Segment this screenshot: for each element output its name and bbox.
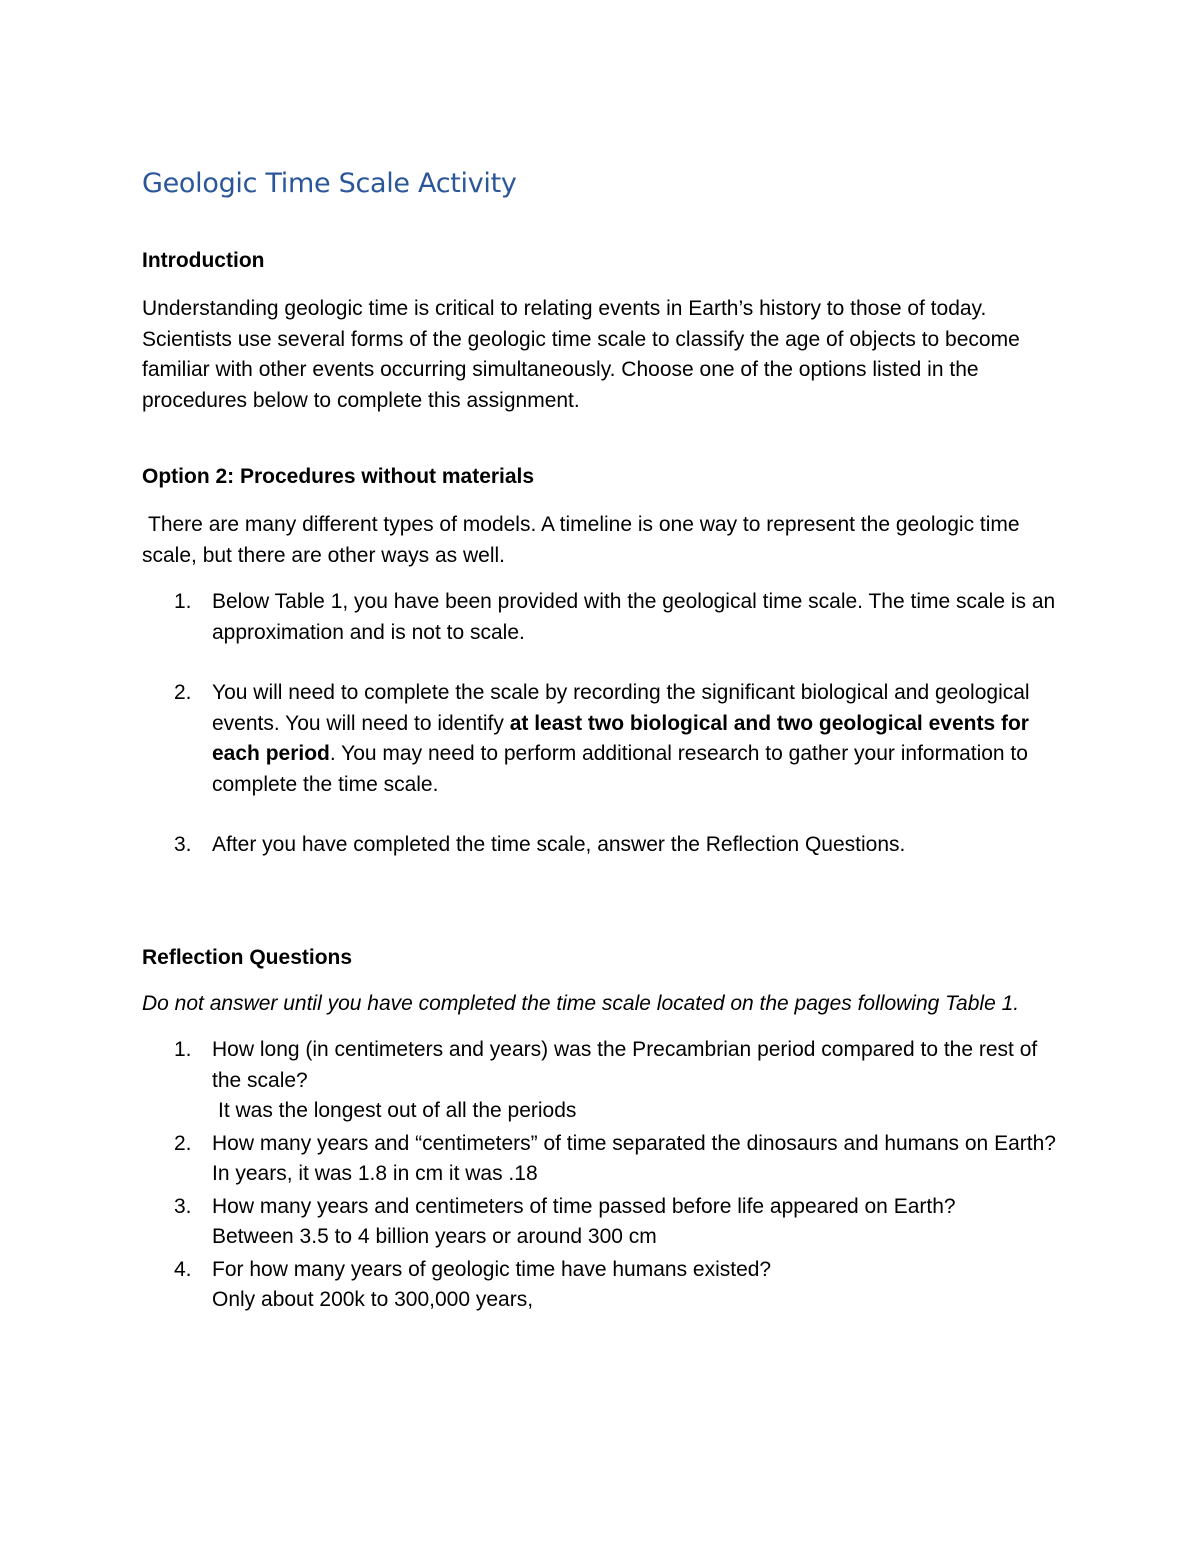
question-number: 4. xyxy=(174,1257,192,1281)
question-text: How many years and centimeters of time passed before life appeared on Earth? xyxy=(212,1194,956,1218)
reflection-note: Do not answer until you have completed the time scale located on the pages following Table 1. xyxy=(142,991,1020,1015)
step-text: Below Table 1, you have been provided with the geological time scale. The time scale is an approximation and is not to scale. xyxy=(212,590,1056,644)
introduction-heading: Introduction xyxy=(142,249,265,272)
question-number: 3. xyxy=(174,1194,192,1218)
reflection-question-2 xyxy=(142,1129,1072,1190)
step-number: 3. xyxy=(174,833,192,856)
answer-text: Only about 200k to 300,000 years, xyxy=(212,1288,534,1311)
step-text-before: You will need to complete the scale by recording the significant biological and geological events. You will need to identify xyxy=(212,681,1030,735)
reflection-heading: Reflection Questions xyxy=(142,945,353,969)
answer-text: In years, it was 1.8 in cm it was .18 xyxy=(212,1162,538,1185)
document-title: Geologic Time Scale Activity xyxy=(142,168,517,199)
question-text: How long (in centimeters and years) was the Precambrian period compared to the rest of the scale? xyxy=(212,1038,1038,1092)
reflection-question-1 xyxy=(142,1035,1072,1127)
step-text-after: . You may need to perform additional research to gather your information to complete the time scale. xyxy=(212,742,1028,796)
question-text: How many years and “centimeters” of time separated the dinosaurs and humans on Earth? xyxy=(212,1131,1056,1155)
step-number: 2. xyxy=(174,681,192,704)
step-text-bold: at least two biological and two geological events for each period xyxy=(212,711,1029,765)
option-2-heading: Option 2: Procedures without materials xyxy=(142,465,535,488)
introduction-paragraph: Understanding geologic time is critical to relating events in Earth’s history to those of today. Scientists use several forms of the geologic time scale to classify the age of objects to become familiar with other events occurring simultaneously. Choose one of the options listed in the procedures below to complete this assignment. xyxy=(142,297,1020,412)
option-2-paragraph: There are many different types of models. A timeline is one way to represent the geologic time scale, but there are other ways as well. xyxy=(142,513,1020,567)
reflection-questions-list xyxy=(142,1035,1072,1316)
answer-text: Between 3.5 to 4 billion years or around 300 cm xyxy=(212,1225,657,1248)
question-number: 1. xyxy=(174,1038,192,1061)
question-number: 2. xyxy=(174,1131,192,1155)
question-text: For how many years of geologic time have humans existed? xyxy=(212,1257,772,1281)
procedure-step-3 xyxy=(142,830,1072,861)
reflection-question-4 xyxy=(142,1255,1072,1316)
procedure-step-1 xyxy=(142,587,1072,648)
procedure-steps-list xyxy=(142,587,1072,861)
document-page xyxy=(142,164,1072,1318)
step-number: 1. xyxy=(174,590,192,613)
reflection-question-3 xyxy=(142,1192,1072,1253)
procedure-step-2 xyxy=(142,678,1072,800)
answer-text: It was the longest out of all the periods xyxy=(218,1099,577,1122)
step-text: After you have completed the time scale, answer the Reflection Questions. xyxy=(212,833,906,856)
